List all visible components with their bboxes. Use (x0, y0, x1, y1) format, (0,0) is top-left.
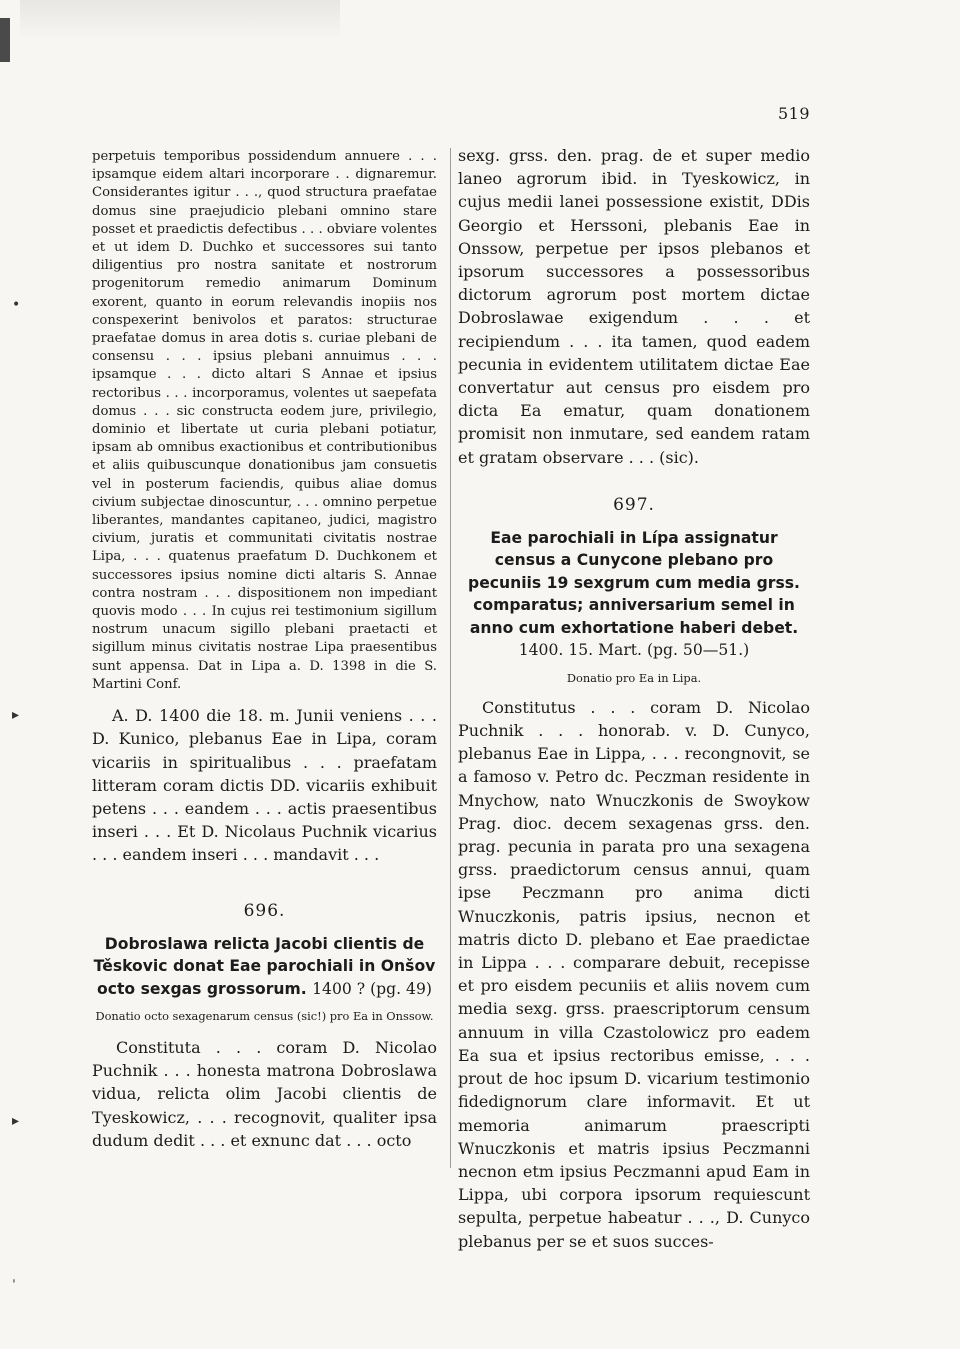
section-696-continuation: sexg. grss. den. prag. de et super medio laneo agrorum ibid. in Tyeskowicz, in cujus medii lanei possessione existit, DDis Georgio et Herssoni, plebanis Eae in Onssow, perpetue per ipsos plebanos et ipsorum successores a possessoribus dictorum agrorum post mortem dictae Dobroslawae exigendum . . . et recipiendum . . . ita tamen, quod eadem pecunia in evidentem utilitatem dictae Eae convertatur aut census pro eisdem pro dicta Ea ematur, quam donationem promisit non inmutare, sed eandem ratam et gratam observare . . . (sic). (458, 146, 810, 467)
scan-smudge (20, 0, 340, 40)
page-number: 519 (777, 104, 810, 123)
section-696-number: 696. (243, 900, 286, 921)
section-696-date: 1400 ? (pg. 49) (312, 979, 432, 998)
section-696-title (92, 933, 437, 1001)
left-column (92, 148, 437, 1152)
section-697-number: 697. (613, 494, 655, 515)
section-696-title-text: Dobroslawa relicta Jacobi clientis de Těskovic donat Eae parochiali in Onšov octo sexgas grossorum. (93, 934, 436, 998)
section-696-body: Constituta . . . coram D. Nicolao Puchnik . . . honesta matrona Dobroslawa vidua, relicta olim Jacobi clientis de Tyeskowicz, . . . recognovit, qualiter ipsa dudum dedit . . . et exnunc dat . . . octo (92, 1038, 437, 1150)
section-697-title (458, 527, 810, 662)
margin-mark: • (12, 297, 21, 313)
charter-text: perpetuis temporibus possidendum annuere . . . ipsamque eidem altari incorporare . . dignaremur. Considerantes igitur . . ., quod structura praefatae domus sine praejudicio plebani omnino stare posset et praedictis defectibus . . . obviare volentes et ut idem D. Duchko et successores sui tanto diligentius pro nostra sanitate et nostrorum progenitorum remedio animarum Dominum exorent, quanto in eorum relevandis inopiis nos conspexerint benivolos et paratos: structurae praefatae domus in area dotis s. curiae plebani de consensu . . . ipsius plebani annuimus . . . ipsamque . . . dicto altari S Annae et ipsius rectoribus . . . incorporamus, volentes ut saepefata domus . . . sic constructa eodem jure, privilegio, dominio et libertate ut curia plebani potiatur, ipsam ab omnibus exactionibus et contributionibus et aliis quibuscunque donationibus jam consuetis vel in posterum faciendis, quibus aliae domus civium subjectae dinoscuntur, . . . omnino perpetue liberantes, mandantes capitaneo, judici, magistro civium, juratis et communitati civitatis nostrae Lipa, . . . quatenus praefatum D. Duchkonem et successores ipsius nomine dicti altaris S. Annae contra nostram . . . dispositionem non impediant quovis modo . . . In cujus rei testimonium sigillum nostrum unacum sigillo plebani praetacti et sigillum minus civitatis nostrae Lipa praesentibus sunt appensa. Dat in Lipa a. D. 1398 in die S. Martini Conf. (92, 149, 437, 692)
column-divider (450, 148, 451, 1168)
section-697-date: 1400. 15. Mart. (pg. 50—51.) (518, 641, 750, 660)
margin-mark: ▸ (12, 1113, 20, 1129)
margin-mark: ▸ (12, 707, 20, 723)
section-697-subtitle: Donatio pro Ea in Lipa. (566, 670, 702, 685)
right-column (458, 144, 810, 1253)
section-697-body: Constitutus . . . coram D. Nicolao Puchnik . . . honorab. v. D. Cunyco, plebanus Eae in Lippa, . . . recongnovit, se a famoso v. Petro dc. Peczman residente in Mnychow, nato Wnuczkonis de Swoykow Prag. dioc. decem sexagenas grss. den. prag. pecunia in parata pro una sexagena grss. praedictorum census annui, quam ipse Peczmann pro anima dicti Wnuczkonis, patris ipsius, necnon et matris dicto D. plebano et Eae praedictae in Lippa . . . comparare debuit, recepisse et pro eisdem pecuniis et aliis novem cum media sexg. grss. praescriptorum censum annuum in villa Czastolowicz pro eadem Ea sua et ipsius rectoribus emisse, . . . prout de hoc ipsum D. vicarium testimonio fidedignorum clare informavit. Et ut memoria animarum praescripti Wnuczkonis et matris ipsius Peczmanni necnon etm ipsius Peczmanni apud Eam in Lippa, ubi corpora ipsorum requiescunt sepulta, perpetue habeatur . . ., D. Cunyco plebanus per se et suos succes- (458, 697, 810, 1251)
margin-mark: ˈ (12, 1278, 16, 1294)
section-696-subtitle: Donatio octo sexagenarum census (sic!) pro Ea in Onssow. (95, 1009, 434, 1024)
section-697-title-text: Eae parochiali in Lípa assignatur census a Cunycone plebano pro pecuniis 19 sexgrum cum media grss. comparatus; anniversarium semel in anno cum exhortatione haberi debet. (468, 528, 800, 637)
scan-edge-mark (0, 18, 10, 62)
registration-note: A. D. 1400 die 18. m. Junii veniens . . . D. Kunico, plebanus Eae in Lipa, coram vicariis in spiritualibus . . . praefatam litteram coram dictis DD. vicariis exhibuit petens . . . eandem . . . actis praesentibus inseri . . . Et D. Nicolaus Puchnik vicarius . . . eandem inseri . . . mandavit . . . (92, 706, 437, 865)
